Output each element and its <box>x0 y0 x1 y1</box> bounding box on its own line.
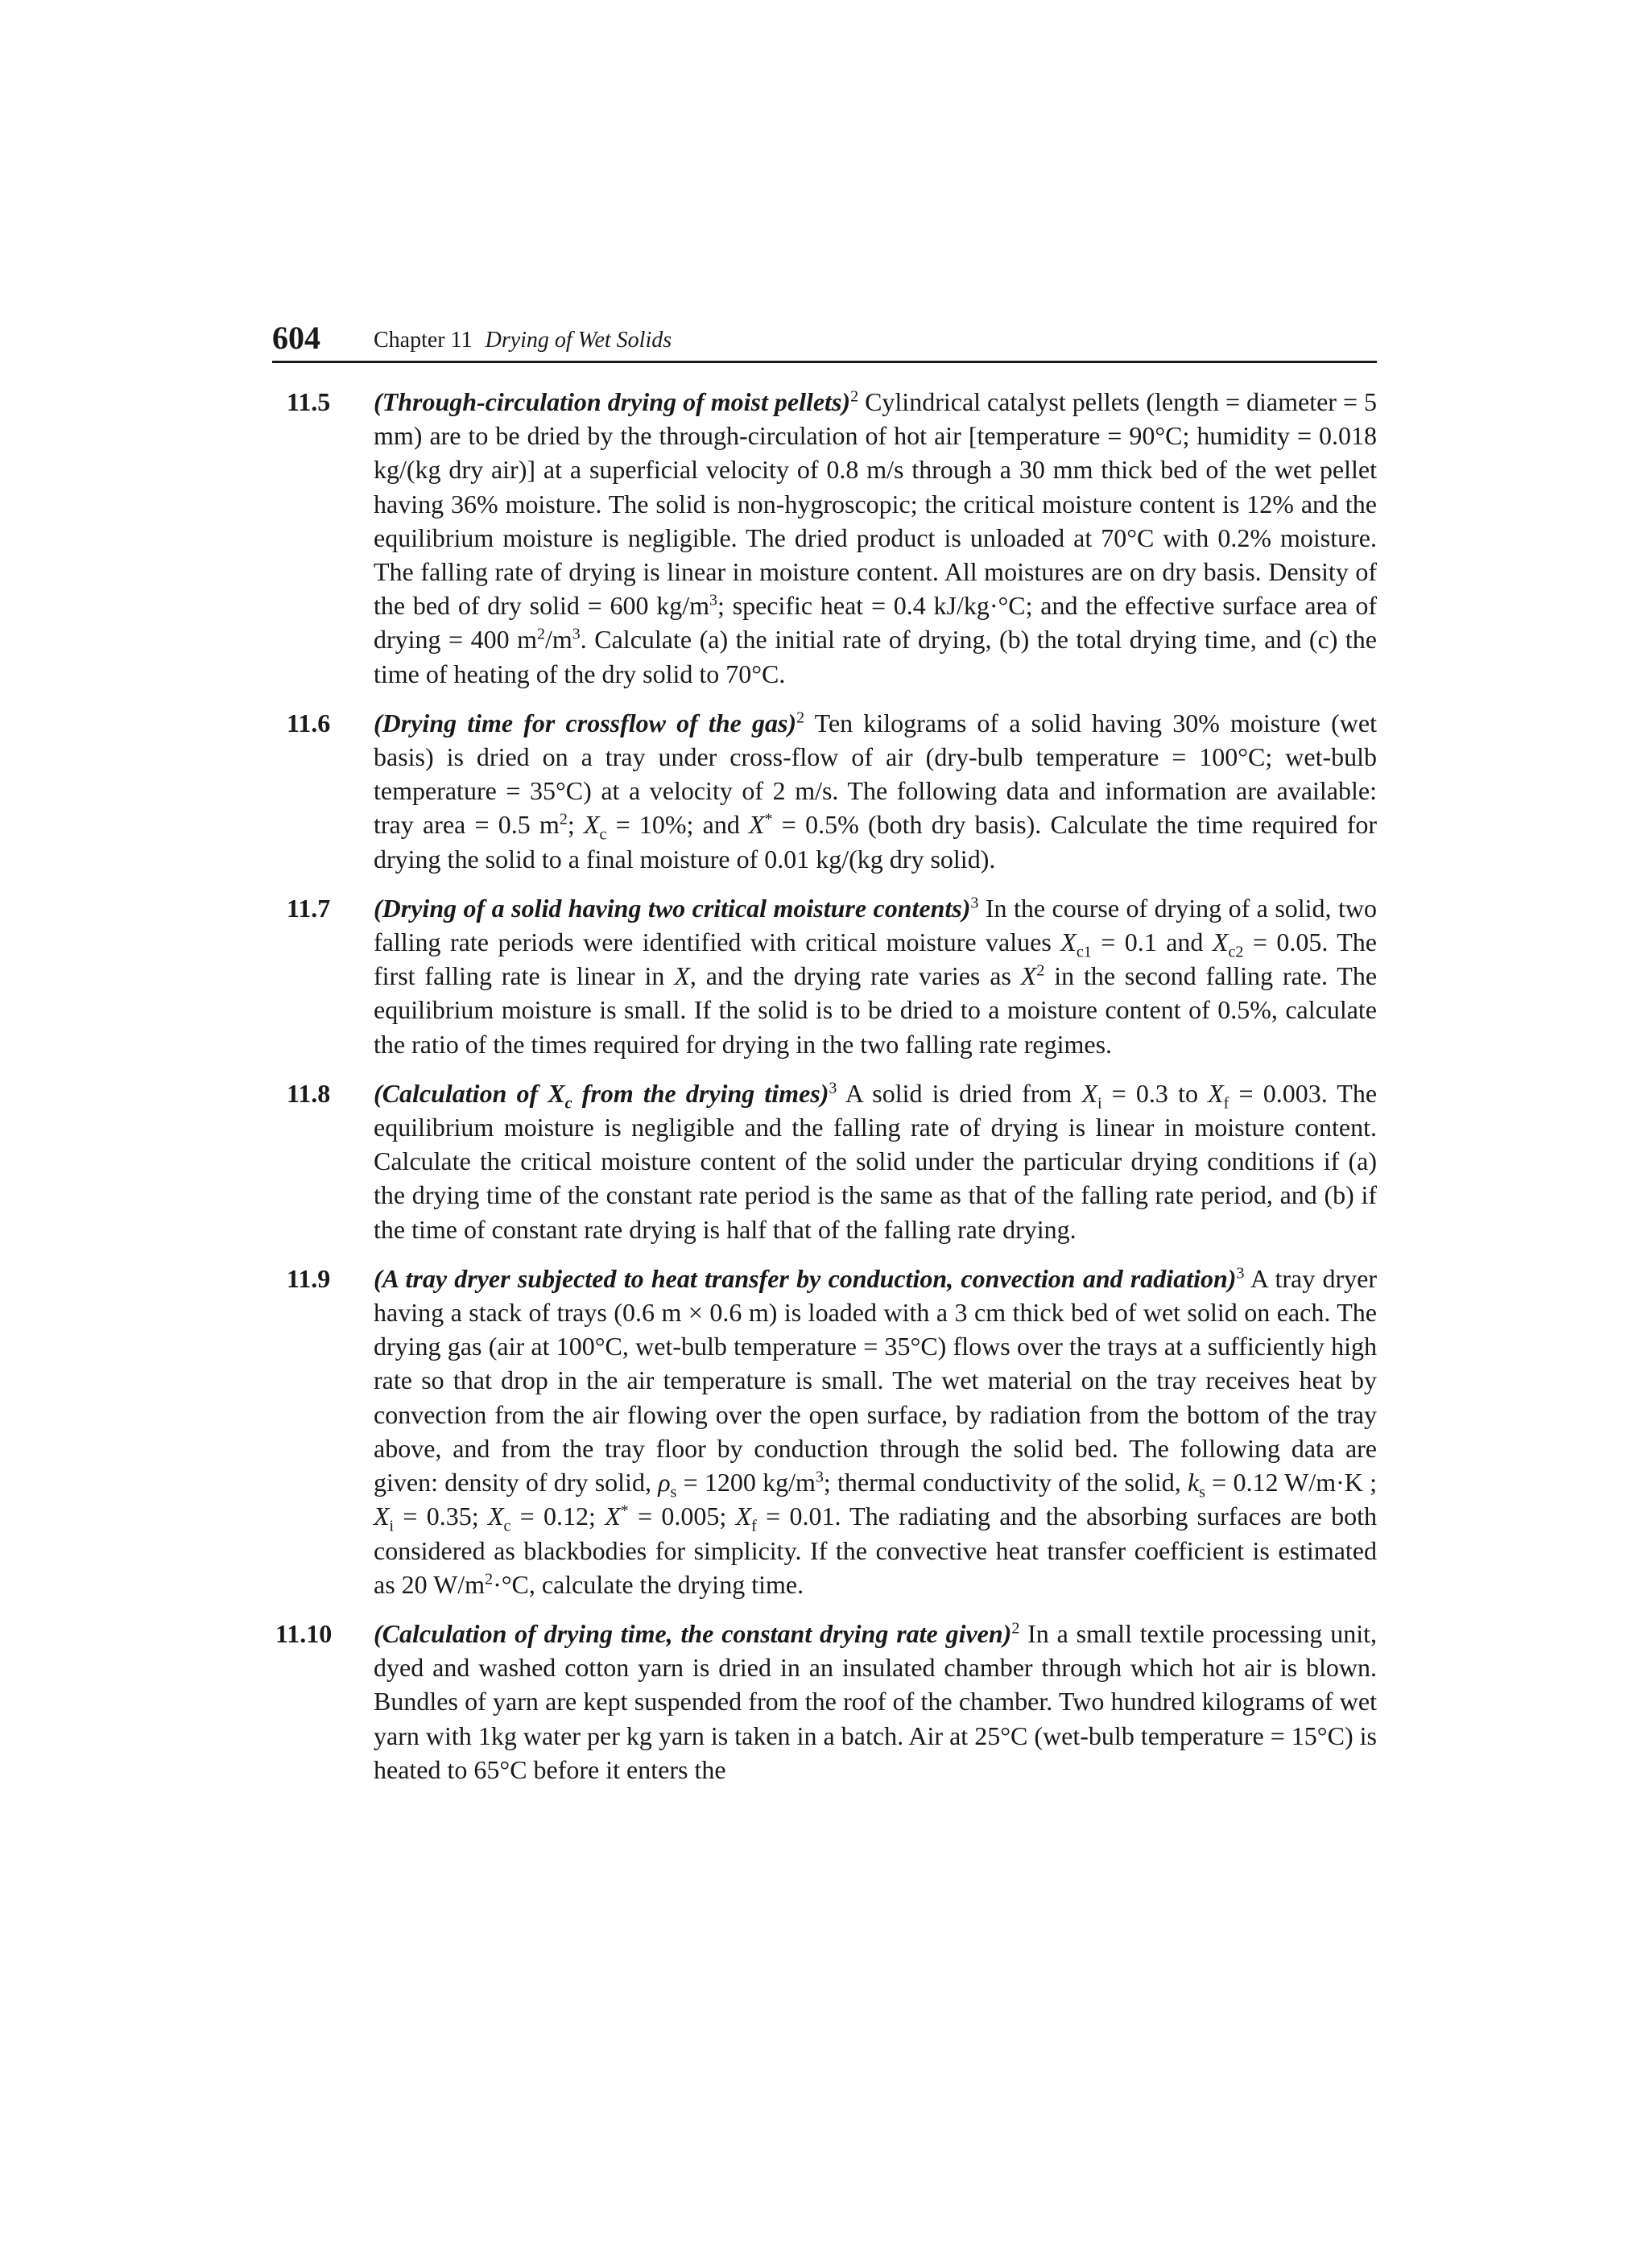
subscript: i <box>1097 1094 1102 1113</box>
superscript: 2 <box>485 1570 494 1588</box>
problem-text: = 0.005; <box>628 1502 736 1531</box>
problem-text: In the course of drying of a solid, two falling rate periods were identified with critical moisture values <box>374 893 1378 957</box>
problem-text: Ten kilograms of a solid having 30% moisture (wet basis) is dried on a tray under cross-flow of air (dry-bulb temperature = 100°C; wet-bulb temperature = 35°C) at a velocity of 2 m/s. The following data and information are available: tray area = 0.5 m <box>374 708 1377 840</box>
problem-ref: 3 <box>829 1079 837 1097</box>
problem-ref: 2 <box>796 708 805 727</box>
problem-text: = 0.1 and <box>1091 927 1213 957</box>
problem-title: (A tray dryer subjected to heat transfer by conduction, convection and radiation) <box>374 1263 1237 1293</box>
problem-11-10 <box>275 1617 1378 1787</box>
problem-ref: 2 <box>1011 1619 1020 1638</box>
problem-text: Cylindrical catalyst pellets (length = diameter = 5 mm) are to be dried by the through-circulation of hot air [temperature = 90°C; humidity = 0.018 kg/(kg dry air)] at a superficial velocity of 0.8 m/s through a 30 mm thick bed of the wet pellet having 36% moisture. The solid is non-hygroscopic; the critical moisture content is 12% and the equilibrium moisture is negligible. The dried product is unloaded at 70°C with 0.2% moisture. The falling rate of drying is linear in moisture content. All moistures are on dry basis. Density of the bed of dry solid = 600 kg/m <box>374 387 1378 621</box>
superscript: 3 <box>815 1468 824 1486</box>
problem-11-9 <box>287 1262 1377 1601</box>
subscript: c <box>503 1517 511 1535</box>
subscript: f <box>1223 1094 1230 1113</box>
variable: X <box>749 810 765 840</box>
superscript: 3 <box>572 625 581 643</box>
problem-text: = 0.12 W/m·K ; <box>1205 1468 1378 1498</box>
problem-ref: 2 <box>850 387 859 406</box>
page-header <box>272 319 1377 363</box>
problem-title: (Calculation of drying time, the constant drying rate given) <box>374 1618 1012 1648</box>
page-number: 604 <box>272 320 320 356</box>
problem-ref: 3 <box>970 894 979 912</box>
problem-title <box>374 1078 829 1113</box>
variable: X <box>1020 961 1037 991</box>
problem-11-7 <box>287 891 1377 1061</box>
problem-text: A tray dryer having a stack of trays (0.6 m × 0.6 m) is loaded with a 3 cm thick bed of wet solid on each. The drying gas (air at 100°C, wet-bulb temperature = 35°C) flows over the trays at a sufficiently high rate so that drop in the air temperature is small. The wet material on the tray receives heat by convection from the air flowing over the open surface, by radiation from the bottom of the tray above, and from the tray floor by conduction through the solid bed. The following data are given: density of dry solid, <box>374 1263 1378 1498</box>
running-head <box>374 327 672 354</box>
subscript: c <box>599 825 607 844</box>
superscript: 2 <box>536 625 545 643</box>
problem-number: 11.8 <box>287 1078 331 1108</box>
superscript: 2 <box>1036 961 1045 980</box>
problem-text: A solid is dried from <box>837 1078 1082 1108</box>
variable: X <box>674 961 690 991</box>
subscript: f <box>751 1517 757 1535</box>
problem-text: , and the drying rate varies as <box>689 961 1021 991</box>
variable: X <box>548 1078 565 1108</box>
subscript: i <box>389 1517 395 1535</box>
problem-ref: 3 <box>1236 1264 1245 1283</box>
problem-text: = 0.01. The radiating and the absorbing surfaces are both considered as blackbodies for simplicity. If the convective heat transfer coefficient is estimated as 20 W/m <box>374 1502 1377 1599</box>
variable: k <box>1187 1468 1200 1498</box>
problem-number: 11.9 <box>287 1263 331 1293</box>
problem-list <box>275 385 1378 1802</box>
subscript: c2 <box>1228 943 1244 961</box>
problem-text: = 0.05. The first falling rate is linear in <box>374 927 1378 991</box>
subscript: s <box>1199 1483 1205 1502</box>
variable: X <box>1081 1078 1097 1108</box>
variable: X <box>605 1502 621 1531</box>
problem-title: (Drying time for crossflow of the gas) <box>374 708 797 737</box>
problem-text: = 0.003. The equilibrium moisture is negligible and the falling rate of drying is linear in moisture content. Calculate the critical moisture content of the solid under the particular drying conditions if (a) the drying time of the constant rate period is the same as that of the falling rate period, and (b) if the time of constant rate drying is half that of the falling rate drying. <box>374 1078 1378 1244</box>
subscript: s <box>670 1483 677 1502</box>
problem-text: . Calculate (a) the initial rate of drying, (b) the total drying time, and (c) the time of heating of the dry solid to 70°C. <box>374 625 1378 688</box>
variable: X <box>583 810 600 840</box>
superscript: * <box>764 810 773 828</box>
problem-text: ; thermal conductivity of the solid, <box>823 1468 1188 1498</box>
problem-text: = 0.35; <box>394 1502 488 1531</box>
problem-11-8 <box>287 1076 1377 1246</box>
problem-text: ·°C, calculate the drying time. <box>493 1569 804 1599</box>
problem-number: 11.5 <box>287 387 331 416</box>
variable: X <box>1212 927 1229 957</box>
problem-text: /m <box>544 625 572 655</box>
superscript: 2 <box>559 810 568 828</box>
problem-11-6 <box>287 706 1377 876</box>
problem-number: 11.6 <box>287 708 331 737</box>
problem-text: = 10%; and <box>606 810 750 840</box>
superscript: * <box>620 1502 629 1520</box>
variable: ρ <box>658 1468 671 1498</box>
problem-number: 11.10 <box>275 1618 333 1648</box>
problem-text: ; <box>567 810 584 840</box>
problem-text: = 0.5% (both dry basis). Calculate the time required for drying the solid to a final moisture of 0.01 kg/(kg dry solid). <box>374 810 1378 874</box>
variable: X <box>1208 1078 1224 1108</box>
title-part: (Calculation of <box>374 1078 548 1108</box>
problem-11-5 <box>287 385 1377 691</box>
chapter-title: Drying of Wet Solids <box>485 328 672 353</box>
problem-text: in the second falling rate. The equilibrium moisture is small. If the solid is to be dried to a moisture content of 0.5%, calculate the ratio of the times required for drying in the two falling rate regimes. <box>374 961 1378 1059</box>
problem-text: = 1200 kg/m <box>676 1468 816 1498</box>
problem-title: (Drying of a solid having two critical moisture contents) <box>374 893 971 923</box>
problem-title: (Through-circulation drying of moist pellets) <box>374 387 851 416</box>
problem-text: ; specific heat = 0.4 kJ/kg·°C; and the effective surface area of drying = 400 m <box>374 591 1378 655</box>
subscript: c <box>564 1094 572 1113</box>
variable: X <box>374 1502 390 1531</box>
problem-text: = 0.3 to <box>1101 1078 1209 1108</box>
chapter-label: Chapter 11 <box>374 328 473 353</box>
title-part: from the drying times) <box>572 1078 829 1108</box>
problem-text: In a small textile processing unit, dyed and washed cotton yarn is dried in an insulated chamber through which hot air is blown. Bundles of yarn are kept suspended from the roof of the chamber. Two hundred kilograms of wet yarn with 1kg water per kg yarn is taken in a batch. Air at 25°C (wet-bulb temperature = 15°C) is heated to 65°C before it enters the <box>374 1618 1378 1784</box>
variable: X <box>735 1502 752 1531</box>
problem-number: 11.7 <box>287 893 331 923</box>
variable: X <box>487 1502 504 1531</box>
variable: X <box>1060 927 1077 957</box>
superscript: 3 <box>709 591 717 609</box>
subscript: c1 <box>1076 943 1092 961</box>
problem-text: = 0.12; <box>510 1502 605 1531</box>
